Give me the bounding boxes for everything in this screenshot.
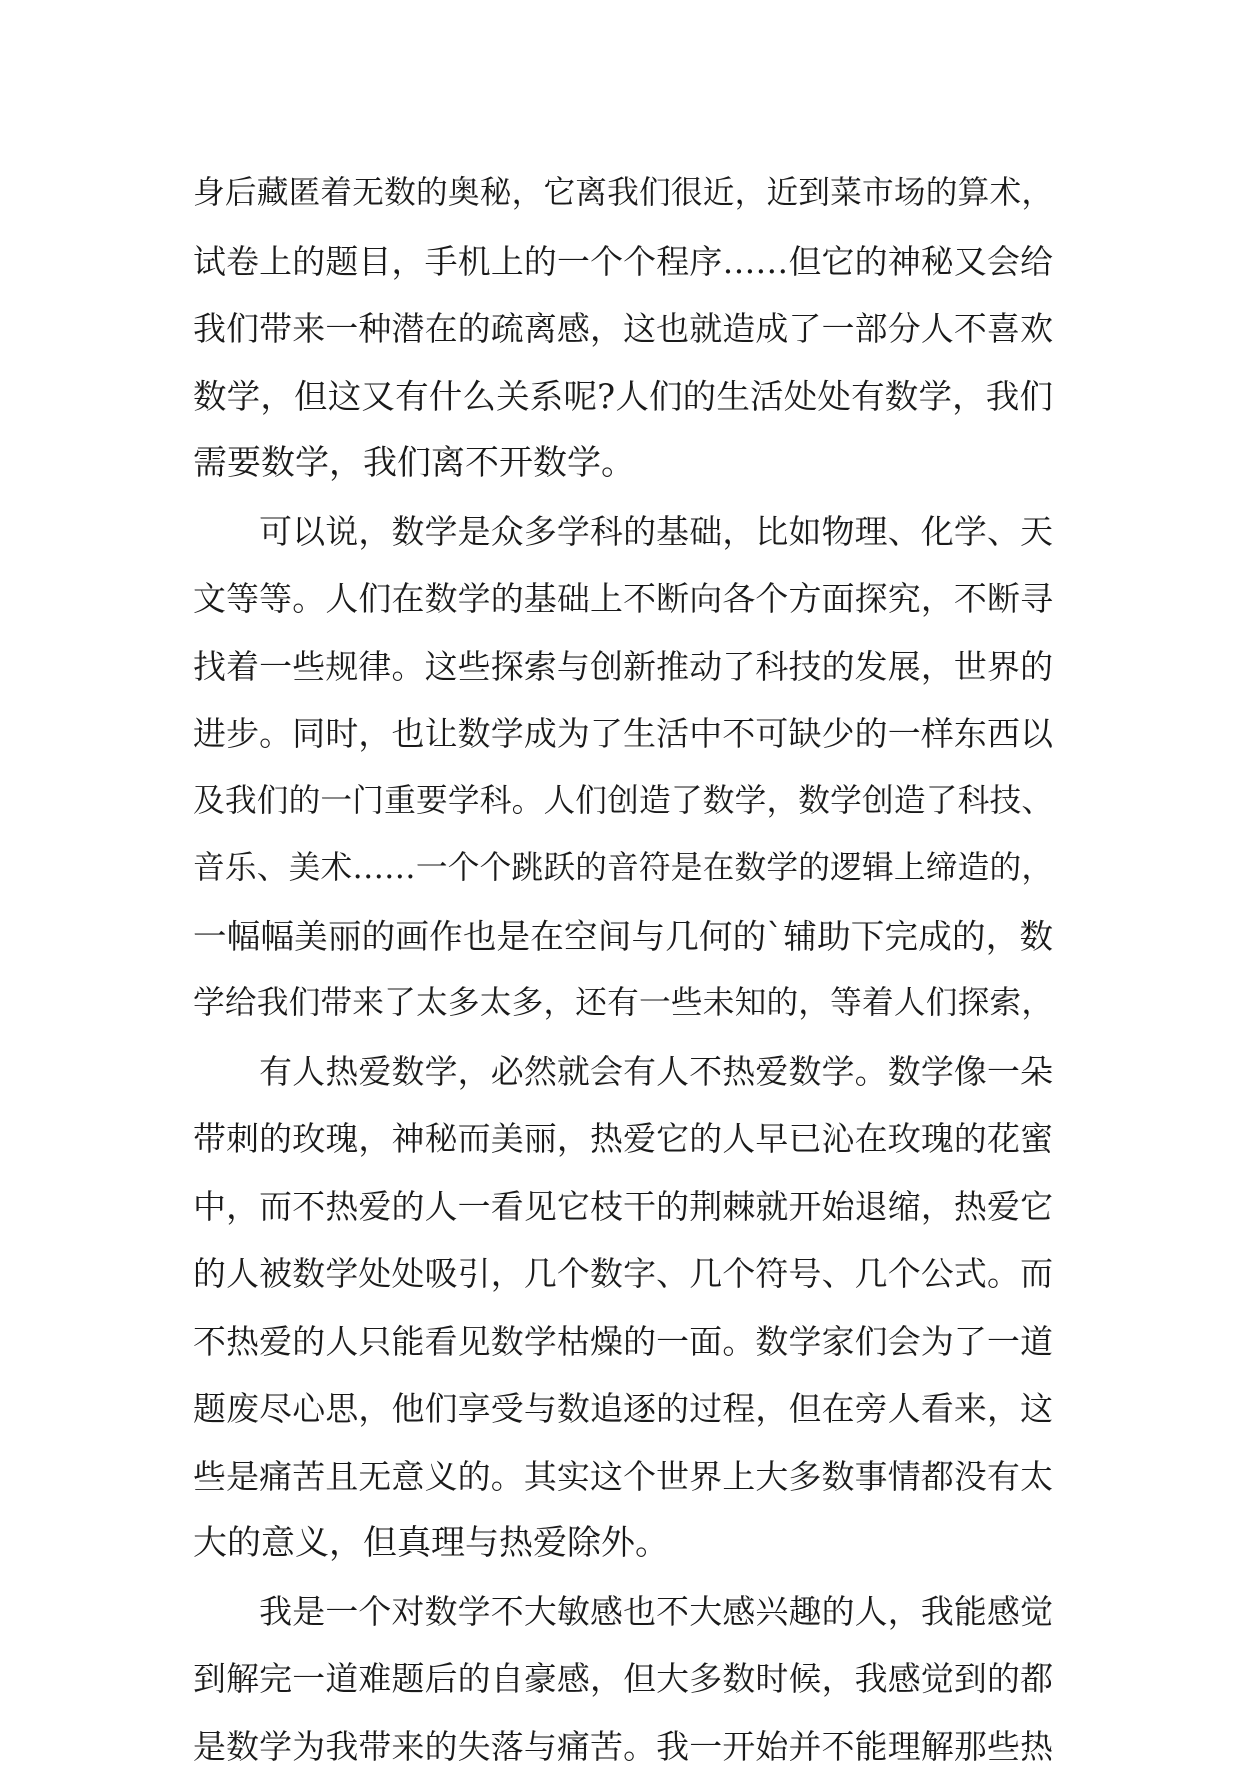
- text-line: 到解完一道难题后的自豪感，但大多数时候，我感觉到的都: [193, 1645, 1053, 1713]
- text-line: 大的意义，但真理与热爱除外。: [193, 1510, 1053, 1578]
- text-line: 中，而不热爱的人一看见它枝干的荆棘就开始退缩，热爱它: [193, 1173, 1053, 1241]
- text-line: 需要数学，我们离不开数学。: [193, 430, 1053, 498]
- text-line: 音乐、美术……一个个跳跃的音符是在数学的逻辑上缔造的，: [193, 835, 1053, 903]
- text-line: 是数学为我带来的失落与痛苦。我一开始并不能理解那些热: [193, 1713, 1053, 1780]
- text-line: 可以说，数学是众多学科的基础，比如物理、化学、天: [193, 498, 1053, 566]
- text-line: 有人热爱数学，必然就会有人不热爱数学。数学像一朵: [193, 1038, 1053, 1106]
- text-line: 文等等。人们在数学的基础上不断向各个方面探究，不断寻: [193, 565, 1053, 633]
- paragraph-3: [193, 1038, 1053, 1578]
- body-text: [193, 160, 1053, 1780]
- text-line: 些是痛苦且无意义的。其实这个世界上大多数事情都没有太: [193, 1443, 1053, 1511]
- text-line: 数学，但这又有什么关系呢?人们的生活处处有数学，我们: [193, 363, 1053, 431]
- text-line: 一幅幅美丽的画作也是在空间与几何的`辅助下完成的，数: [193, 903, 1053, 971]
- text-line: 学给我们带来了太多太多，还有一些未知的，等着人们探索，: [193, 970, 1053, 1038]
- paragraph-4: [193, 1578, 1053, 1780]
- text-line: 身后藏匿着无数的奥秘，它离我们很近，近到菜市场的算术，: [193, 160, 1053, 228]
- paragraph-1: [193, 160, 1053, 498]
- text-line: 及我们的一门重要学科。人们创造了数学，数学创造了科技、: [193, 768, 1053, 836]
- text-line: 试卷上的题目，手机上的一个个程序……但它的神秘又会给: [193, 228, 1053, 296]
- text-line: 带刺的玫瑰，神秘而美丽，热爱它的人早已沁在玫瑰的花蜜: [193, 1105, 1053, 1173]
- text-line: 不热爱的人只能看见数学枯燥的一面。数学家们会为了一道: [193, 1308, 1053, 1376]
- text-line: 找着一些规律。这些探索与创新推动了科技的发展，世界的: [193, 633, 1053, 701]
- text-line: 进步。同时，也让数学成为了生活中不可缺少的一样东西以: [193, 700, 1053, 768]
- paragraph-2: [193, 498, 1053, 1038]
- text-line: 题废尽心思，他们享受与数追逐的过程，但在旁人看来，这: [193, 1375, 1053, 1443]
- text-line: 的人被数学处处吸引，几个数字、几个符号、几个公式。而: [193, 1240, 1053, 1308]
- text-line: 我是一个对数学不大敏感也不大感兴趣的人，我能感觉: [193, 1578, 1053, 1646]
- text-line: 我们带来一种潜在的疏离感，这也就造成了一部分人不喜欢: [193, 295, 1053, 363]
